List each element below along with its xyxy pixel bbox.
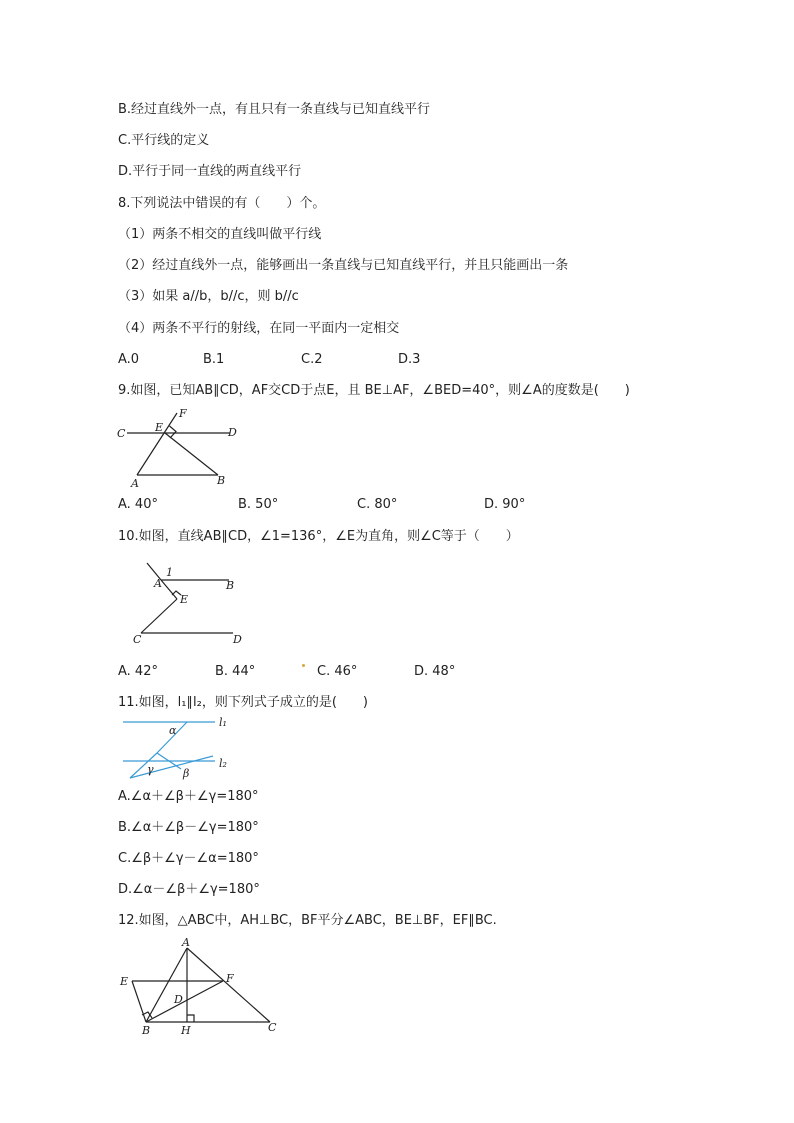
q8-item-4: （4）两条不平行的射线，在同一平面内一定相交 — [118, 321, 400, 336]
q10-figure — [125, 560, 260, 650]
q10-label-1: 1 — [166, 566, 173, 579]
stray-dot — [302, 664, 305, 667]
q12-label-b: B — [142, 1024, 151, 1037]
q8-item-2: （2）经过直线外一点，能够画出一条直线与已知直线平行，并且只能画出一条 — [118, 258, 569, 273]
q9-label-d: D — [228, 426, 237, 439]
q11-option-d: D.∠α－∠β＋∠γ=180° — [118, 882, 260, 897]
q10-option-a: A. 42° — [118, 664, 158, 679]
q9-label-f: F — [179, 407, 187, 420]
q10-option-b: B. 44° — [215, 664, 256, 679]
q12-label-f: F — [226, 972, 234, 985]
q9-option-a: A. 40° — [118, 497, 158, 512]
q12-label-d: D — [174, 993, 183, 1006]
q11-label-beta: β — [183, 767, 190, 780]
q10-label-d: D — [233, 633, 242, 646]
q12-label-c: C — [268, 1021, 277, 1034]
q7-option-d: D.平行于同一直线的两直线平行 — [118, 164, 302, 179]
q7-option-b: B.经过直线外一点，有且只有一条直线与已知直线平行 — [118, 102, 431, 117]
q9-option-b: B. 50° — [238, 497, 279, 512]
q10-segment-ae — [161, 580, 177, 599]
q10-label-e: E — [180, 593, 189, 606]
q12-stem: 12.如图，△ABC中，AH⊥BC，BF平分∠ABC，BE⊥BF，EF∥BC. — [118, 913, 497, 928]
q10-label-a: A — [154, 577, 162, 590]
q9-label-e: E — [155, 421, 164, 434]
q11-label-gamma: γ — [147, 763, 154, 776]
q8-option-c: C.2 — [301, 352, 323, 367]
q9-option-c: C. 80° — [357, 497, 398, 512]
q8-stem: 8.下列说法中错误的有（ ）个。 — [118, 196, 326, 211]
q11-option-b: B.∠α＋∠β－∠γ=180° — [118, 820, 259, 835]
q8-option-b: B.1 — [203, 352, 225, 367]
q12-label-a: A — [182, 936, 190, 949]
q10-stem: 10.如图，直线AB∥CD，∠1=136°，∠E为直角，则∠C等于（ ） — [118, 529, 519, 544]
q11-label-l1: l₁ — [219, 717, 227, 729]
q12-segment-eb — [132, 981, 146, 1022]
q9-label-a: A — [131, 477, 139, 490]
q12-label-e: E — [120, 975, 129, 988]
q8-option-d: D.3 — [398, 352, 421, 367]
q12-side-ac — [187, 948, 270, 1022]
q8-item-1: （1）两条不相交的直线叫做平行线 — [118, 227, 322, 242]
q12-label-h: H — [181, 1024, 191, 1037]
q11-label-alpha: α — [169, 724, 177, 737]
q11-figure — [115, 717, 245, 785]
q9-figure — [115, 405, 245, 490]
q11-label-l2: l₂ — [219, 757, 227, 770]
q11-stem: 11.如图，l₁∥l₂，则下列式子成立的是( ) — [118, 695, 368, 710]
q8-option-a: A.0 — [118, 352, 140, 367]
q12-right-angle-h — [187, 1015, 194, 1022]
q9-label-b: B — [217, 474, 226, 487]
q8-item-3: （3）如果 a//b，b//c，则 b//c — [118, 289, 299, 304]
q7-option-c: C.平行线的定义 — [118, 133, 210, 148]
q9-option-d: D. 90° — [484, 497, 526, 512]
q10-segment-ec — [141, 599, 177, 633]
q9-line-be — [165, 433, 218, 475]
q12-figure — [112, 935, 287, 1040]
q10-option-c: C. 46° — [317, 664, 358, 679]
q9-stem: 9.如图，已知AB∥CD，AF交CD于点E，且 BE⊥AF，∠BED=40°，则∠A的度数是( ) — [118, 383, 630, 398]
q9-right-angle-mark — [170, 426, 177, 438]
q11-option-c: C.∠β＋∠γ－∠α=180° — [118, 851, 259, 866]
q10-option-d: D. 48° — [414, 664, 456, 679]
q10-label-b: B — [226, 579, 235, 592]
q10-label-c: C — [133, 633, 142, 646]
q11-option-a: A.∠α＋∠β＋∠γ=180° — [118, 789, 259, 804]
q9-label-c: C — [117, 427, 126, 440]
